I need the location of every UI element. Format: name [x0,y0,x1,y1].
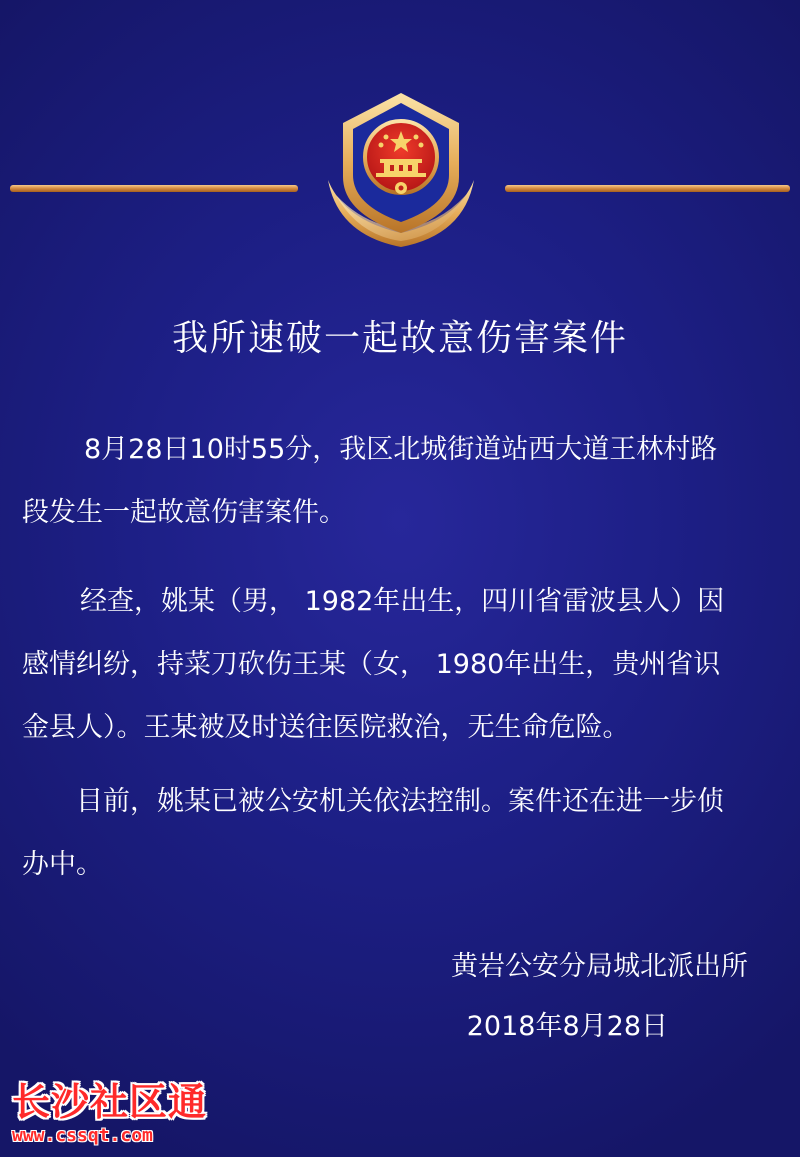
paragraph-line: 办中。 [22,849,103,880]
gold-divider-left [10,185,298,192]
paragraph-line: 8月28日10时55分，我区北城街道站西大道王林村路 [84,434,718,465]
signature-date: 2018年8月28日 [466,1011,668,1042]
signature-organization: 黄岩公安分局城北派出所 [451,951,748,982]
notice-title: 我所速破一起故意伤害案件 [171,318,628,359]
paragraph-incident [22,418,782,544]
paragraph-line: 段发生一起故意伤害案件。 [22,497,346,528]
paragraph-investigation [22,570,782,759]
paragraph-status [22,770,782,896]
paragraph-line: 金县人）。王某被及时送往医院救治，无生命危险。 [22,712,630,743]
gold-divider-right [505,185,790,192]
watermark-url: www.cssqt.com [12,1125,153,1146]
paragraph-line: 目前，姚某已被公安机关依法控制。案件还在进一步侦 [76,786,724,817]
watermark-name: 长沙社区通 [12,1080,208,1124]
paragraph-line: 经查，姚某（男， 1982年出生，四川省雷波县人）因 [80,586,725,617]
police-badge-icon [318,85,484,251]
paragraph-line: 感情纠纷，持菜刀砍伤王某（女， 1980年出生，贵州省识 [22,649,721,680]
watermark-logo [12,1082,207,1148]
